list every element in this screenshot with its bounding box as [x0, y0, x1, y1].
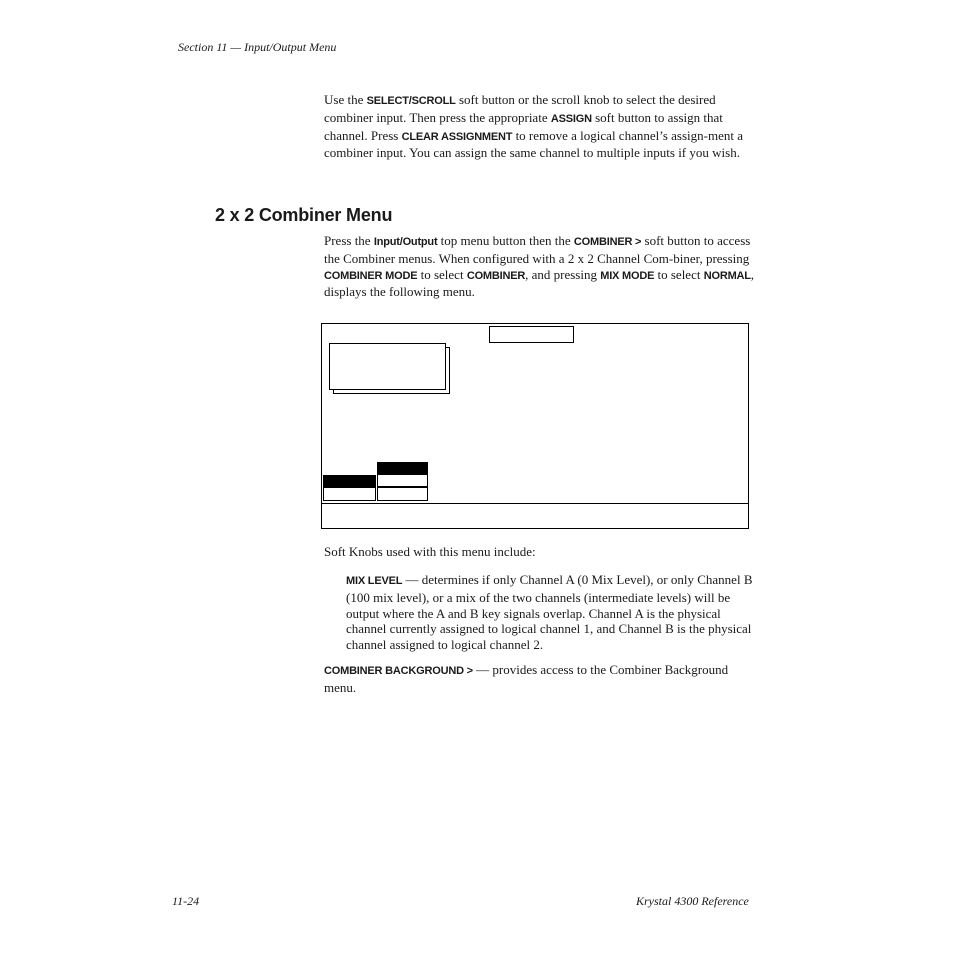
kw-combiner-mode: COMBINER MODE — [324, 269, 418, 282]
document-title: Krystal 4300 Reference — [636, 894, 749, 908]
section-heading: 2 x 2 Combiner Menu — [215, 205, 393, 225]
kw-combiner-background: COMBINER BACKGROUND > — [324, 665, 473, 677]
menu-screen-diagram — [321, 323, 749, 529]
kw-combiner-button: COMBINER > — [573, 236, 642, 248]
soft-knob-1-value — [323, 487, 376, 501]
kw-mix-level: MIX LEVEL — [346, 575, 403, 587]
kw-combiner: COMBINER — [466, 269, 526, 282]
intro-text-1: Use the — [324, 92, 367, 107]
intro-text-3: soft button to assign that channel. Press — [324, 109, 723, 143]
soft-knob-2-value-b — [377, 487, 428, 501]
body-text-2: top menu button then the — [437, 233, 574, 248]
kw-assign: ASSIGN — [550, 112, 592, 125]
body-text-6: to select — [654, 266, 704, 282]
soft-knobs-intro: Soft Knobs used with this menu include: — [324, 544, 536, 559]
soft-knob-2-value-a — [377, 474, 428, 487]
body-text-3: soft button to access the Combiner menus. When configured with a 2 x 2 Channel Com-biner, pressing — [324, 233, 751, 266]
combiner-background-description — [324, 662, 760, 696]
mix-level-text: — determines if only Channel A (0 Mix Level), or only Channel B (100 mix level), or a mix of the two channels (intermediate levels) will be output where the A and B key signals overlap. Channel A is the physical channel currently assigned to logical channel 1, and Channel B is the physical channel assigned to logical channel 2. — [346, 572, 753, 653]
running-header: Section 11 — Input/Output Menu — [178, 40, 337, 54]
body-paragraph — [324, 233, 760, 300]
kw-normal: NORMAL — [703, 269, 751, 282]
body-text-5: , and pressing — [525, 266, 601, 282]
body-text-7: , displays the following menu. — [324, 266, 755, 300]
intro-text-2: soft button or the scroll knob to select the desired combiner input. Then press the appropriate — [324, 92, 716, 125]
soft-button-bar — [322, 503, 748, 504]
top-menu-tab — [489, 326, 574, 343]
intro-paragraph — [324, 92, 760, 161]
page-number: 11-24 — [172, 894, 200, 908]
menu-panel — [329, 343, 446, 390]
kw-mix-mode: MIX MODE — [600, 269, 655, 282]
body-text-1: Press the — [324, 233, 374, 248]
combiner-background-text: — provides access to the Combiner Background menu. — [324, 662, 729, 695]
body-text-4: to select — [417, 266, 467, 282]
kw-input-output: Input/Output — [373, 236, 438, 248]
intro-text-4: to remove a logical channel’s assign-ment a combiner input. You can assign the same channel to multiple inputs if you wish. — [324, 127, 743, 161]
mix-level-description — [346, 572, 758, 653]
kw-select-scroll: SELECT/SCROLL — [366, 95, 456, 107]
kw-clear-assignment: CLEAR ASSIGNMENT — [401, 130, 513, 143]
